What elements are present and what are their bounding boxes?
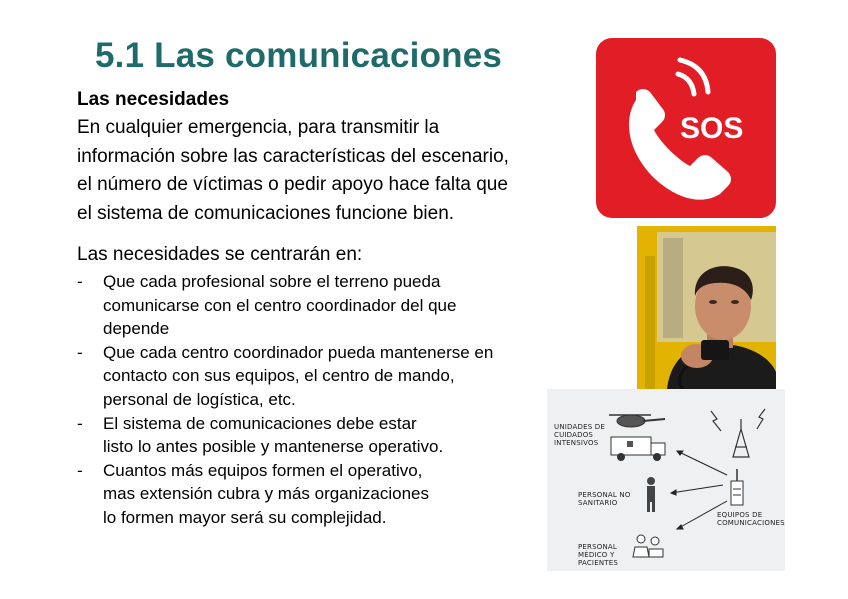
- bullet-dash: -: [77, 272, 83, 291]
- label-line: CUIDADOS: [554, 431, 594, 439]
- list-item-line: listo lo antes posible y mantenerse operativo.: [103, 437, 444, 457]
- list-item: [77, 341, 493, 412]
- bullet-dash: -: [77, 342, 83, 362]
- list-item-line: Cuantos más equipos formen el operativo,: [103, 460, 423, 480]
- radio-operator-photo: [637, 226, 776, 389]
- bullet-dash: -: [77, 413, 83, 433]
- label-line: COMUNICACIONES: [717, 519, 785, 527]
- label-line: PERSONAL NO: [578, 491, 631, 499]
- intro-line: En cualquier emergencia, para transmitir la: [77, 117, 440, 138]
- label-line: UNIDADES DE: [554, 423, 605, 431]
- page-title: 5.1 Las comunicaciones: [95, 36, 503, 75]
- list-item-line: Que cada centro coordinador pueda mantenerse en: [103, 342, 494, 362]
- list-item: [77, 412, 493, 459]
- list-item-line: Que cada profesional sobre el terreno pueda: [103, 272, 441, 291]
- sos-text: SOS: [680, 112, 744, 145]
- intro-line: el número de víctimas o pedir apoyo hace falta que: [77, 174, 508, 195]
- label-medical: [578, 543, 618, 567]
- needs-lead: Las necesidades se centrarán en:: [77, 244, 363, 265]
- helicopter-icon: [609, 415, 665, 427]
- phone-icon: [596, 38, 776, 218]
- walkie-talkie-icon: [731, 469, 743, 505]
- intro-line: el sistema de comunicaciones funcione bien.: [77, 202, 455, 224]
- bullet-dash: -: [77, 460, 83, 480]
- label-line: INTENSIVOS: [554, 439, 599, 447]
- label-line: SANITARIO: [578, 499, 618, 507]
- label-line: EQUIPOS DE: [717, 511, 763, 519]
- label-line: PERSONAL: [578, 543, 617, 551]
- section-subheading: Las necesidades: [77, 89, 230, 110]
- list-item-line: El sistema de comunicaciones debe estar: [103, 413, 417, 433]
- doctor-patient-icon: [633, 535, 663, 557]
- list-item-line: lo formen mayor será su complejidad.: [103, 507, 387, 527]
- list-item-line: personal de logística, etc.: [103, 389, 296, 409]
- person-icon: [647, 477, 655, 512]
- label-non-medical: [578, 491, 631, 507]
- communications-diagram: [547, 389, 785, 571]
- antenna-tower-icon: [711, 409, 765, 457]
- list-item-line: comunicarse con el centro coordinador del que: [103, 295, 457, 315]
- list-item-line: mas extensión cubra y más organizaciones: [103, 484, 429, 504]
- list-item-line: contacto con sus equipos, el centro de mando,: [103, 366, 455, 386]
- list-item-line: depende: [103, 319, 170, 339]
- label-line: PACIENTES: [578, 559, 618, 567]
- label-comm-teams: [717, 511, 785, 527]
- sos-image: [596, 38, 776, 218]
- label-line: MÉDICO Y: [578, 551, 615, 559]
- list-item: [77, 270, 493, 341]
- label-uci: [554, 423, 605, 447]
- intro-paragraph: [77, 114, 597, 228]
- list-item: [77, 459, 493, 530]
- intro-line: información sobre las características del escenario,: [77, 145, 509, 167]
- ambulance-icon: [611, 437, 665, 461]
- needs-list: [77, 270, 493, 530]
